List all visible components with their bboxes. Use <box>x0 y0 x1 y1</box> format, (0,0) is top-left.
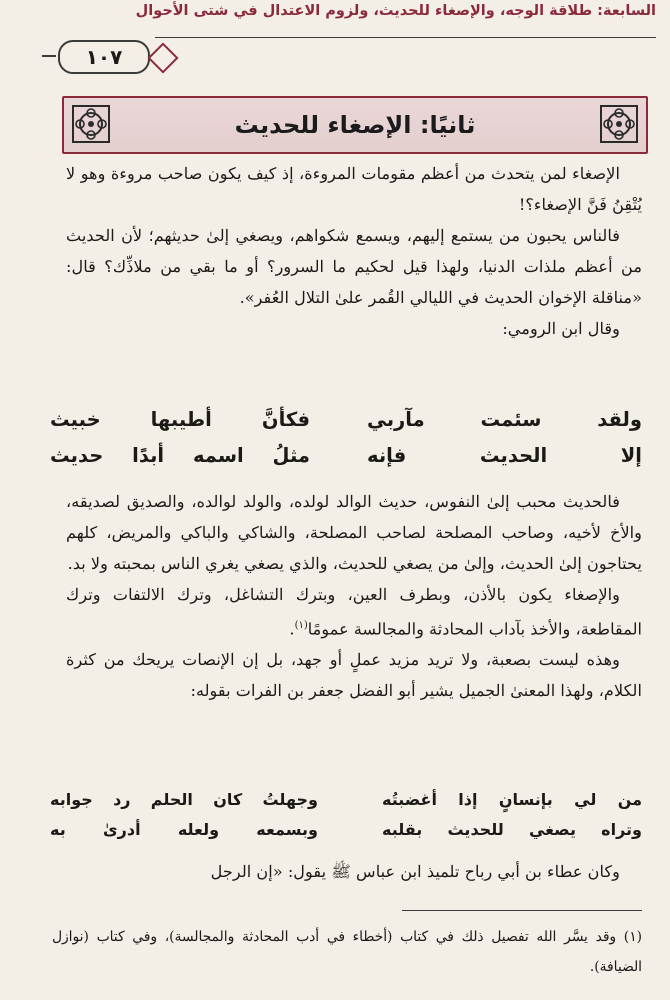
verse-first-hemistich: إلا الحديث فإنه <box>367 444 642 467</box>
page-number-dash <box>42 55 56 57</box>
body-text-middle <box>66 486 642 706</box>
section-heading <box>62 96 648 154</box>
verse-second-hemistich: مثلُ اسمه أبدًا حديث <box>50 444 310 467</box>
footnote: (١) وقد يسَّر الله تفصيل ذلك في كتاب (أخطاء في أدب المحادثة والمجالسة)، وفي كتاب (نوازل الضيافة). <box>52 929 642 975</box>
verse-line <box>50 820 642 854</box>
verse-line <box>50 408 642 442</box>
paragraph-4: فالحديث محبب إلىٰ النفوس، حديث الوالد لولده، والولد لوالده، والصديق لصديقه، والأخ لأخيه، وصاحب المصلحة لصاحب المصلحة، والشاكي والباكي والمريض، كلهم يحتاجون إلىٰ الحديث، وإلىٰ من يصغي للحديث، والذي يصغي يغري الناس بمحبته ولا بد. <box>66 492 642 573</box>
body-text-bottom <box>66 856 642 887</box>
verse-second-hemistich: فكأنَّ أطيبها خبيث <box>50 408 310 431</box>
verse-line <box>50 790 642 824</box>
section-title: ثانيًا: الإصغاء للحديث <box>234 111 476 139</box>
verse-first-hemistich: من لي بإنسانٍ إذا أغضبتُه <box>382 790 642 809</box>
verse-first-hemistich: وتراه يصغي للحديث بقلبه <box>382 820 642 839</box>
paragraph-2: فالناس يحبون من يستمع إليهم، ويسمع شكواهم، ويصغي إلىٰ حديثهم؛ لأن الحديث من أعظم ملذات الدنيا، ولهذا قيل لحكيم ما السرور؟ أو ما بقي من ملاذِّك؟ قال: «مناقلة الإخوان الحديث في الليالي القُمر علىٰ التلال العُفر». <box>66 226 642 307</box>
verse-second-hemistich: وجهلتُ كان الحلم رد جوابه <box>50 790 318 809</box>
body-text-top <box>66 158 642 344</box>
footnote-separator <box>402 910 642 911</box>
running-header <box>0 0 670 69</box>
verse-line <box>50 444 642 478</box>
diamond-ornament-icon <box>147 42 178 73</box>
paragraph-7: وكان عطاء بن أبي رباح تلميذ ابن عباس ﷺ يقول: «إن الرجل <box>210 862 620 881</box>
header-rule <box>155 37 656 38</box>
page-number: ١٠٧ <box>58 40 150 74</box>
footnote-reference[interactable]: (١) <box>294 620 308 631</box>
paragraph-5-text: والإصغاء يكون بالأذن، وبطرف العين، وبترك التشاغل، وترك الالتفات وترك المقاطعة، والأخذ بآداب المحادثة والمجالسة عمومًا <box>66 585 642 639</box>
paragraph-6: وهذه ليست بصعبة، ولا تريد مزيد عملٍ أو جهد، بل إن الإنصات يريحك من كثرة الكلام، ولهذا المعنىٰ الجميل يشير أبو الفضل جعفر بن الفرات بقوله: <box>66 650 642 701</box>
paragraph-3: وقال ابن الرومي: <box>502 319 620 338</box>
verse-second-hemistich: وبسمعه ولعله أدرىٰ به <box>50 820 318 839</box>
paragraph-1: الإصغاء لمن يتحدث من أعظم مقومات المروءة، إذ كيف يكون صاحب مروءة وهو لا يُتْقِنُ فَنَّ الإصغاء؟! <box>66 164 642 214</box>
paragraph-5 <box>66 579 642 644</box>
running-title: السابعة: طلاقة الوجه، والإصغاء للحديث، ولزوم الاعتدال في شتى الأحوال <box>135 3 656 19</box>
rosette-ornament-icon <box>598 103 640 145</box>
verse-first-hemistich: ولقد سئمت مآربي <box>367 408 642 431</box>
paragraph-5-end: . <box>289 619 295 639</box>
